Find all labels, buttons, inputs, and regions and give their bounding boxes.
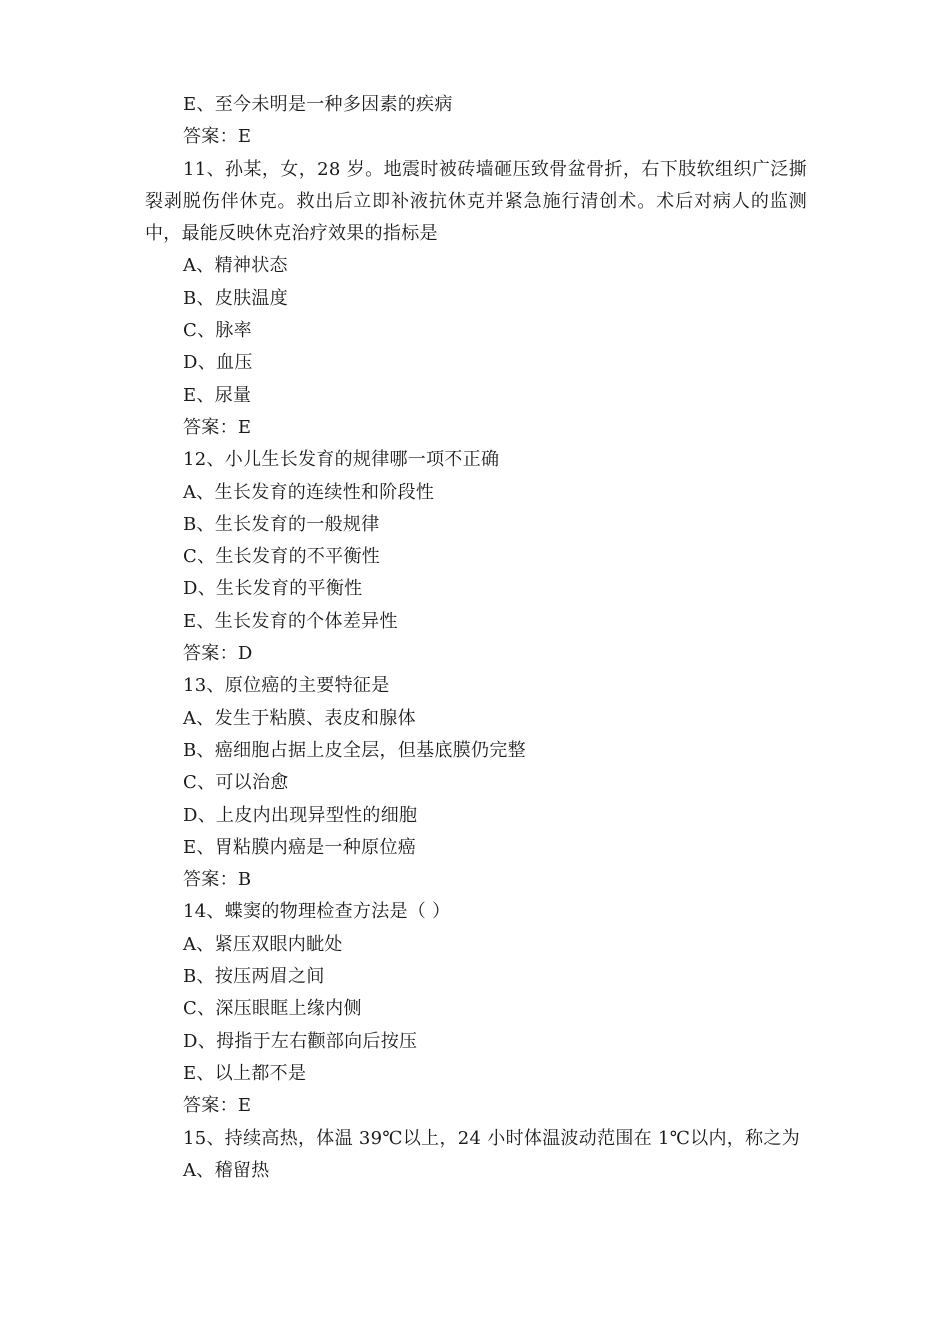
question-12-option-d: D、生长发育的平衡性 xyxy=(183,578,363,600)
question-14-option-e: E、以上都不是 xyxy=(183,1062,307,1084)
question-14-option-d: D、拇指于左右颧部向后按压 xyxy=(183,1030,418,1052)
question-13-option-b: B、癌细胞占据上皮全层，但基底膜仍完整 xyxy=(183,739,526,761)
question-13-option-a: A、发生于粘膜、表皮和腺体 xyxy=(183,707,416,729)
question-12-answer: 答案：D xyxy=(183,643,253,665)
question-11-answer: 答案：E xyxy=(183,416,252,438)
question-11-option-c: C、脉率 xyxy=(183,320,252,342)
answer-previous: 答案：E xyxy=(183,126,252,148)
question-14-option-b: B、按压两眉之间 xyxy=(183,966,325,988)
option-e-previous: E、至今未明是一种多因素的疾病 xyxy=(183,94,453,115)
question-12-option-e: E、生长发育的个体差异性 xyxy=(183,610,398,632)
question-11-option-a: A、精神状态 xyxy=(183,255,288,277)
question-14-stem: 14、蝶窦的物理检查方法是（ ） xyxy=(183,901,451,923)
question-15-stem: 15、持续高热，体温 39℃以上，24 小时体温波动范围在 1℃以内，称之为 xyxy=(183,1127,800,1149)
question-13-answer: 答案：B xyxy=(183,869,252,891)
question-12-option-a: A、生长发育的连续性和阶段性 xyxy=(183,481,435,503)
question-14-option-a: A、紧压双眼内眦处 xyxy=(183,933,343,955)
question-15-option-a: A、稽留热 xyxy=(183,1159,270,1181)
question-11-option-d: D、血压 xyxy=(183,352,253,374)
question-13-option-d: D、上皮内出现异型性的细胞 xyxy=(183,804,418,826)
question-14-option-c: C、深压眼眶上缘内侧 xyxy=(183,998,362,1020)
question-11-option-e: E、尿量 xyxy=(183,384,252,406)
question-11-stem: 11、孙某，女，28 岁。地震时被砖墙砸压致骨盆骨折，右下肢软组织广泛撕裂剥脱伤伴休克。救出后立即补液抗休克并紧急施行清创术。术后对病人的监测中，最能反映休克治疗效果的指标是 xyxy=(145,158,807,245)
question-13-option-e: E、胃粘膜内癌是一种原位癌 xyxy=(183,836,417,858)
question-12-option-c: C、生长发育的不平衡性 xyxy=(183,546,381,568)
question-14-answer: 答案：E xyxy=(183,1095,252,1117)
document-content xyxy=(145,89,807,1187)
question-13-stem: 13、原位癌的主要特征是 xyxy=(183,675,390,697)
question-13-option-c: C、可以治愈 xyxy=(183,772,289,794)
question-12-stem: 12、小儿生长发育的规律哪一项不正确 xyxy=(183,449,500,471)
question-11-option-b: B、皮肤温度 xyxy=(183,287,289,309)
question-12-option-b: B、生长发育的一般规律 xyxy=(183,513,380,535)
